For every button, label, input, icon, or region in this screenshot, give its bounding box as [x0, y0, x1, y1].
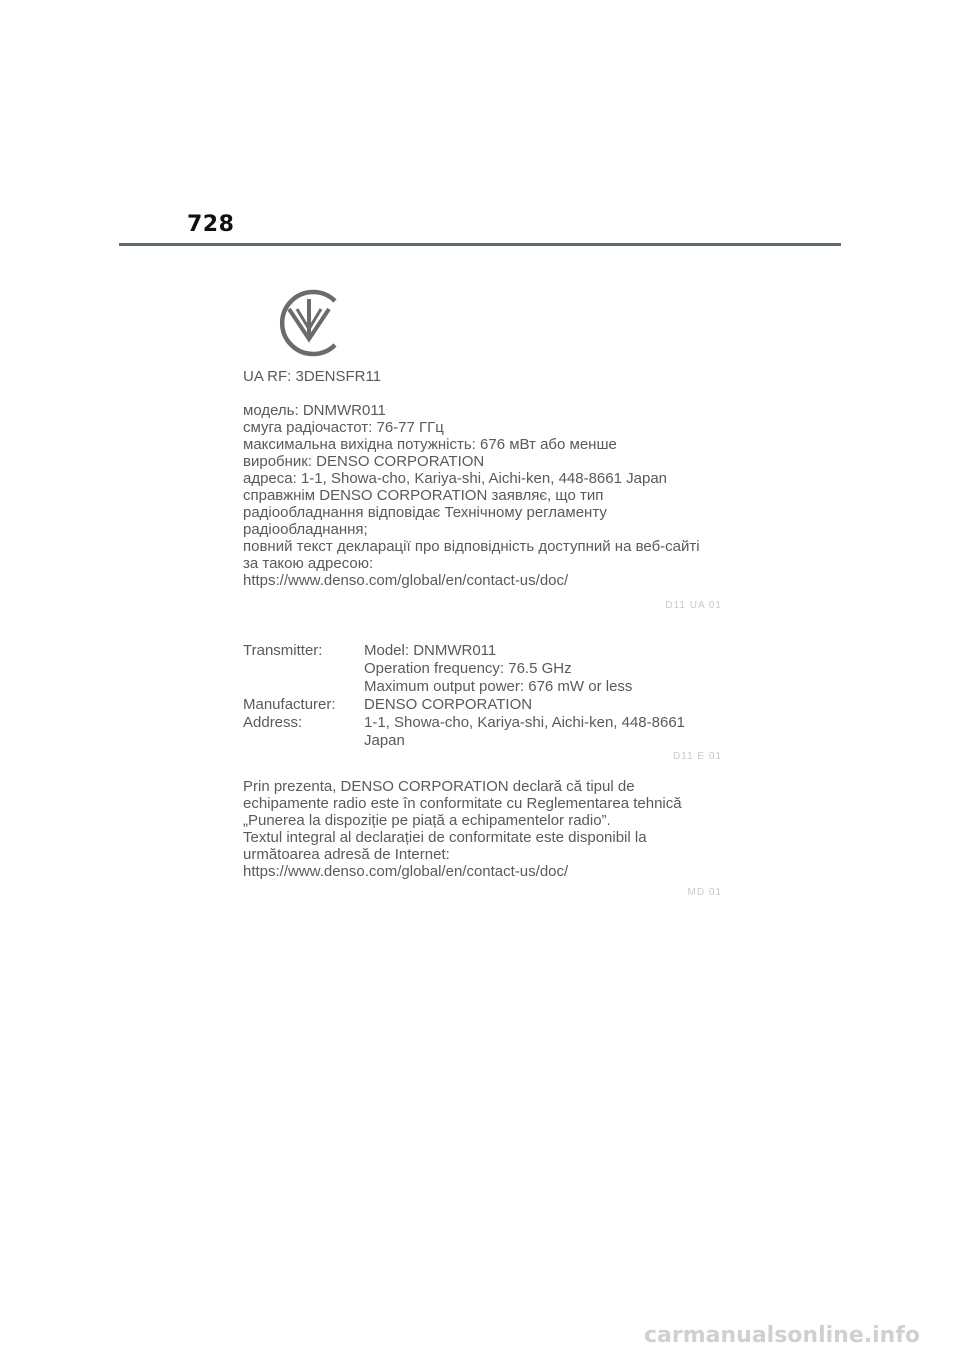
spec-value: Maximum output power: 676 mW or less	[364, 678, 633, 695]
spec-label: Manufacturer:	[243, 696, 336, 713]
spec-value: Japan	[364, 732, 405, 749]
md-line: Textul integral al declarației de conformitate este disponibil la	[243, 829, 647, 846]
spec-value: 1-1, Showa-cho, Kariya-shi, Aichi-ken, 448-8661	[364, 714, 686, 731]
ua-url: https://www.denso.com/global/en/contact-us/doc/	[243, 572, 569, 589]
ua-conformity-mark-icon	[273, 287, 345, 359]
spec-row	[243, 714, 685, 732]
spec-row	[243, 678, 685, 696]
spec-value: Operation frequency: 76.5 GHz	[364, 660, 572, 677]
md-line: următoarea adresă de Internet:	[243, 846, 450, 863]
ua-rf-id: UA RF: 3DENSFR11	[243, 368, 382, 385]
section-code-md: MD 01	[687, 887, 722, 898]
spec-row	[243, 660, 685, 678]
spec-label: Transmitter:	[243, 642, 323, 659]
ua-line: справжнім DENSO CORPORATION заявляє, що тип	[243, 487, 604, 504]
ua-line: адреса: 1-1, Showa-cho, Kariya-shi, Aichi-ken, 448-8661 Japan	[243, 470, 667, 487]
spec-row	[243, 696, 685, 714]
ua-line: повний текст декларації про відповідність доступний на веб-сайті	[243, 538, 700, 555]
ua-line: модель: DNMWR011	[243, 402, 386, 419]
header-divider	[119, 243, 841, 246]
md-line: echipamente radio este în conformitate cu Reglementarea tehnică	[243, 795, 682, 812]
md-declaration	[243, 778, 723, 880]
section-code-ua: D11 UA 01	[665, 600, 722, 611]
ua-line: виробник: DENSO CORPORATION	[243, 453, 485, 470]
ua-line: смуга радіочастот: 76-77 ГГц	[243, 419, 444, 436]
transmitter-spec-table	[243, 642, 685, 750]
md-line: „Punerea la dispoziție pe piață a echipamentelor radio”.	[243, 812, 611, 829]
spec-label	[243, 678, 364, 696]
md-line: Prin prezenta, DENSO CORPORATION declară că tipul de	[243, 778, 635, 795]
spec-value: DENSO CORPORATION	[364, 696, 533, 713]
spec-row	[243, 732, 685, 750]
section-code-en: D11 E 01	[673, 751, 722, 762]
ua-line: радіообладнання відповідає Технічному регламенту	[243, 504, 607, 521]
spec-row	[243, 642, 685, 660]
ua-line: за такою адресою:	[243, 555, 374, 572]
ua-line: максимальна вихідна потужність: 676 мВт або менше	[243, 436, 617, 453]
ua-declaration	[243, 402, 723, 589]
page-number: 728	[187, 212, 235, 237]
md-url: https://www.denso.com/global/en/contact-us/doc/	[243, 863, 569, 880]
ua-line: радіообладнання;	[243, 521, 368, 538]
spec-label	[243, 660, 364, 678]
watermark: carmanualsonline.info	[644, 1323, 920, 1348]
spec-label: Address:	[243, 714, 303, 731]
spec-value: Model: DNMWR011	[364, 642, 497, 659]
spec-label	[243, 732, 364, 750]
